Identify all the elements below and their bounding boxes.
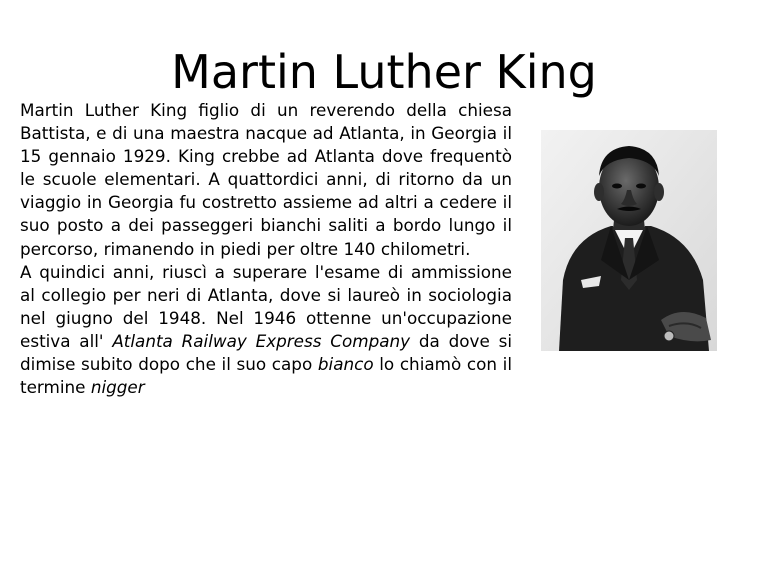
company-name-italic: Atlanta Railway Express Company	[112, 330, 411, 351]
paragraph-2-text-3: lo chiamò con il termine	[20, 354, 512, 398]
paragraph-2-text-2: da dove si dimise subito dopo che il suo capo	[20, 330, 512, 375]
word-nigger-italic: nigger	[90, 377, 145, 398]
paragraph-2	[20, 261, 512, 400]
slide-title: Martin Luther King	[171, 45, 597, 99]
portrait-photo	[541, 130, 717, 351]
word-bianco-italic: bianco	[317, 354, 374, 375]
body-text	[20, 99, 512, 399]
paragraph-1-text: Martin Luther King figlio di un reverendo della chiesa Battista, e di una maestra nacque ad Atlanta, in Georgia il 15 gennaio 1929. King crebbe ad Atlanta dove frequentò le scuole elementari. A quattordici anni, di ritorno da un viaggio in Georgia fu costretto assieme ad altri a cedere il suo posto a dei passeggeri bianchi saliti a bordo lungo il percorso, rimanendo in piedi per oltre 140 chilometri.	[20, 100, 512, 259]
paragraph-2-text-1: A quindici anni, riuscì a superare l'esame di ammissione al collegio per neri di Atlanta, dove si laureò in sociologia nel giugno del 1948. Nel 1946 ottenne un'occupazione estiva all'	[20, 261, 512, 351]
paragraph-1	[20, 99, 512, 261]
